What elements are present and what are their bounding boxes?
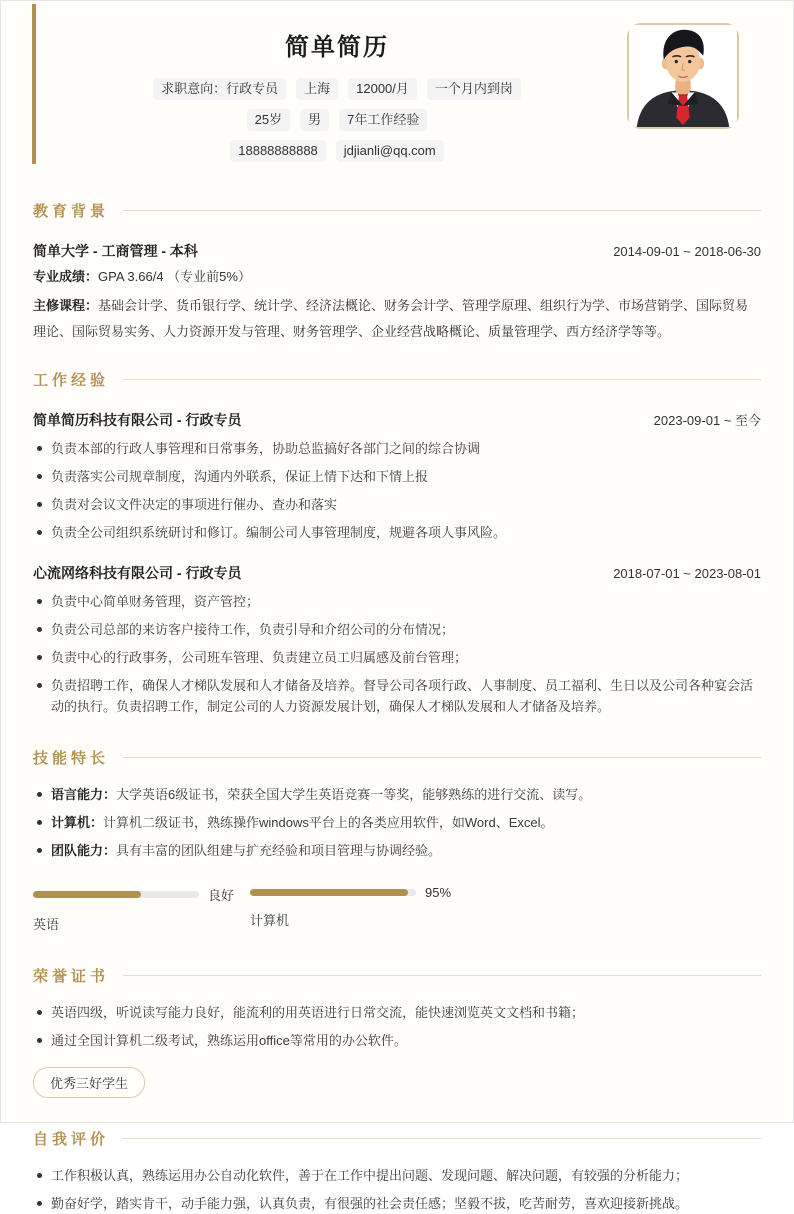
section-head-education — [33, 200, 761, 221]
evaluation-bullet: 勤奋好学，踏实肯干，动手能力强，认真负责，有很强的社会责任感；坚毅不拔，吃苦耐劳，喜欢迎接新挑战。 — [33, 1193, 761, 1214]
work-bullet: 负责本部的行政人事管理和日常事务，协助总监搞好各部门之间的综合协调 — [33, 438, 761, 459]
work-entry-head — [33, 410, 761, 430]
skill-bullet — [33, 812, 761, 833]
work-bullet-list — [33, 438, 761, 543]
skill-text: 大学英语6级证书，荣获全国大学生英语竞赛一等奖，能够熟练的进行交流、读写。 — [116, 787, 592, 802]
profile-tag-row — [31, 109, 643, 131]
section-head-evaluation — [33, 1128, 761, 1149]
section-education — [33, 200, 761, 345]
bar-name: 英语 — [33, 917, 60, 932]
section-divider — [123, 757, 761, 758]
section-title-evaluation: 自我评价 — [33, 1131, 110, 1148]
work-dates: 2018-07-01 ~ 2023-08-01 — [613, 566, 761, 581]
bar-level-label: 良好 — [208, 888, 235, 903]
honor-bullet: 通过全国计算机二级考试，熟练运用office等常用的办公软件。 — [33, 1030, 761, 1051]
school-degree: 简单大学 - 工商管理 - 本科 — [33, 243, 198, 259]
work-bullet: 负责全公司组织系统研讨和修订。编制公司人事管理制度，规避各项人事风险。 — [33, 522, 761, 543]
left-accent-bar — [32, 4, 36, 164]
section-skills — [33, 747, 761, 933]
section-divider — [123, 379, 761, 380]
company-position: 简单简历科技有限公司 - 行政专员 — [33, 412, 242, 428]
progress-fill — [250, 889, 408, 896]
skill-bar-computer — [250, 885, 480, 933]
work-bullet-list — [33, 591, 761, 717]
section-head-work — [33, 369, 761, 390]
skill-label: 计算机： — [51, 815, 104, 830]
section-title-skills: 技能特长 — [33, 750, 110, 767]
avatar-illustration — [629, 25, 737, 127]
contact-tag-row — [31, 140, 643, 162]
work-bullet: 负责对会议文件决定的事项进行催办、查办和落实 — [33, 494, 761, 515]
courses-line — [33, 293, 761, 345]
education-dates: 2014-09-01 ~ 2018-06-30 — [613, 244, 761, 259]
age-tag: 25岁 — [247, 109, 290, 131]
progress-fill — [33, 891, 141, 898]
section-divider — [123, 1138, 761, 1139]
city-tag: 上海 — [296, 78, 338, 100]
honor-bullet: 英语四级，听说读写能力良好，能流利的用英语进行日常交流，能快速浏览英文文档和书籍； — [33, 1002, 761, 1023]
section-honors — [33, 965, 761, 1098]
gpa-value: GPA 3.66/4 （专业前5%） — [98, 269, 251, 284]
section-title-honors: 荣誉证书 — [33, 968, 110, 985]
skill-text: 计算机二级证书，熟练操作windows平台上的各类应用软件，如Word、Excel。 — [103, 815, 554, 830]
work-entry-head — [33, 563, 761, 583]
skill-bullet-list — [33, 784, 761, 861]
work-bullet: 负责招聘工作，确保人才梯队发展和人才储备及培养。督导公司各项行政、人事制度、员工福利、生日以及公司各种宴会活动的执行。负责招聘工作，制定公司的人力资源发展计划，确保人才梯队发展和人才储备及培养。 — [33, 675, 761, 717]
skill-text: 具有丰富的团队组建与扩充经验和项目管理与协调经验。 — [116, 843, 442, 858]
work-bullet: 负责落实公司规章制度，沟通内外联系，保证上情下达和下情上报 — [33, 466, 761, 487]
section-divider — [123, 975, 761, 976]
work-dates: 2023-09-01 ~ 至今 — [653, 413, 761, 428]
resume-body — [1, 200, 793, 1214]
evaluation-bullet: 工作积极认真，熟练运用办公自动化软件，善于在工作中提出问题、发现问题、解决问题，有较强的分析能力； — [33, 1165, 761, 1186]
skill-bars — [33, 885, 761, 933]
work-bullet: 负责中心简单财务管理，资产管控； — [33, 591, 761, 612]
section-divider — [123, 210, 761, 211]
honor-bullet-list — [33, 1002, 761, 1051]
work-entry — [33, 563, 761, 717]
bar-name: 计算机 — [250, 913, 290, 928]
experience-tag: 7年工作经验 — [339, 109, 427, 131]
work-entry — [33, 410, 761, 543]
skill-bullet — [33, 784, 761, 805]
gpa-label: 专业成绩： — [33, 269, 99, 284]
section-title-education: 教育背景 — [33, 203, 110, 220]
work-bullet: 负责中心的行政事务，公司班车管理、负责建立员工归属感及前台管理； — [33, 647, 761, 668]
bar-row — [250, 885, 480, 900]
evaluation-bullet-list — [33, 1165, 761, 1214]
bar-level-label: 95% — [425, 885, 452, 900]
page-title: 简单简历 — [285, 34, 389, 61]
courses-label: 主修课程： — [33, 298, 99, 313]
gender-tag: 男 — [300, 109, 329, 131]
profile-photo — [627, 23, 739, 129]
phone-number: 18888888888 — [230, 140, 326, 162]
email-address: jdjianli@qq.com — [336, 140, 444, 162]
salary-tag: 12000/月 — [348, 78, 417, 100]
skill-label: 团队能力： — [51, 843, 117, 858]
section-work — [33, 369, 761, 717]
intent-tag-row — [31, 78, 643, 100]
resume-header — [31, 1, 643, 162]
section-head-skills — [33, 747, 761, 768]
work-bullet: 负责公司总部的来访客户接待工作，负责引导和介绍公司的分布情况； — [33, 619, 761, 640]
section-head-honors — [33, 965, 761, 986]
skill-bar-english — [33, 885, 234, 933]
section-title-work: 工作经验 — [33, 372, 110, 389]
progress-track — [33, 891, 199, 898]
honor-tag: 优秀三好学生 — [33, 1067, 145, 1098]
skill-label: 语言能力： — [51, 787, 117, 802]
courses-value: 基础会计学、货币银行学、统计学、经济法概论、财务会计学、管理学原理、组织行为学、市场营销学、国际贸易理论、国际贸易实务、人力资源开发与管理、财务管理学、企业经营战略概论、质量管理学、西方经济学等等。 — [33, 298, 749, 339]
skill-bullet — [33, 840, 761, 861]
section-evaluation — [33, 1128, 761, 1214]
progress-track — [250, 889, 416, 896]
intent-tag: 求职意向：行政专员 — [153, 78, 286, 100]
education-entry-head — [33, 241, 761, 261]
availability-tag: 一个月内到岗 — [427, 78, 521, 100]
bar-row — [33, 885, 234, 904]
gpa-line — [33, 264, 761, 290]
company-position: 心流网络科技有限公司 - 行政专员 — [33, 565, 242, 581]
